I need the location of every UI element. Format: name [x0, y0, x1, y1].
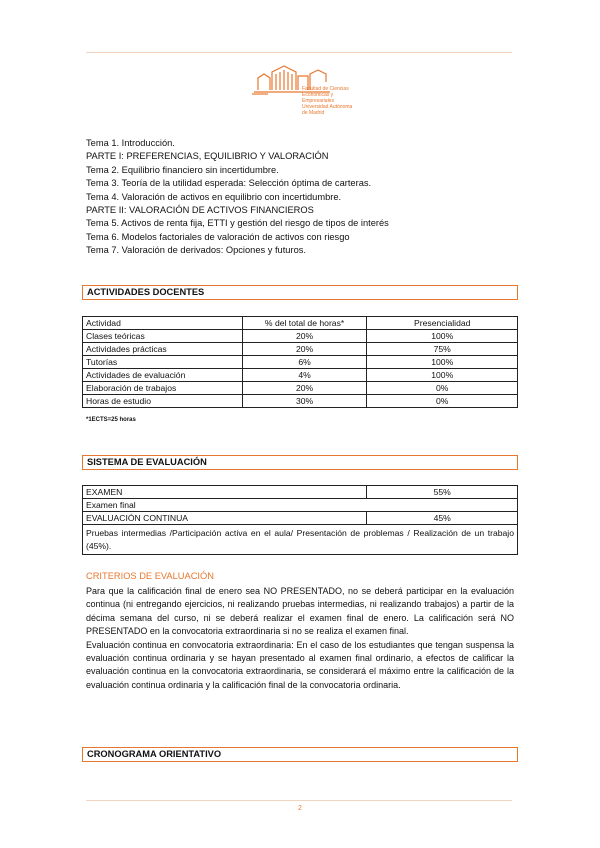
table-header-row	[83, 317, 518, 330]
footer-rule	[86, 800, 512, 801]
table-row	[83, 343, 518, 356]
table-cell: Elaboración de trabajos	[83, 382, 243, 395]
table-cell: Actividades prácticas	[83, 343, 243, 356]
ects-note: *1ECTS=25 horas	[86, 417, 136, 423]
table-cell: 0%	[367, 382, 518, 395]
table-row	[83, 525, 518, 555]
table-cell: Clases teóricas	[83, 330, 243, 343]
section-title-evaluation: SISTEMA DE EVALUACIÓN	[82, 455, 518, 470]
section-title-activities: ACTIVIDADES DOCENTES	[82, 285, 518, 300]
table-header-cell: % del total de horas*	[242, 317, 367, 330]
table-cell: EXAMEN	[83, 486, 367, 499]
table-cell: 55%	[367, 486, 518, 499]
table-cell: 20%	[242, 382, 367, 395]
criteria-paragraph: Evaluación continua en convocatoria extraordinaria: En el caso de los estudiantes que tengan suspensa la evaluación continua ordinaria y se hayan presentado al examen final ordinario, a efectos de calificar la evaluación continua en la convocatoria extraordinaria, se considerará el máximo entre la calificación de la evaluación continua ordinaria y la calificación final de la convocatoria ordinaria.	[86, 639, 514, 690]
section-title-schedule: CRONOGRAMA ORIENTATIVO	[82, 747, 518, 762]
criteria-title: CRITERIOS DE EVALUACIÓN	[86, 571, 214, 581]
table-row	[83, 486, 518, 499]
table-cell: Horas de estudio	[83, 395, 243, 408]
logo-caption-line: Facultad de Ciencias	[302, 86, 349, 92]
table-cell: 75%	[367, 343, 518, 356]
table-row	[83, 382, 518, 395]
topic-list	[86, 137, 516, 258]
table-cell: 45%	[367, 512, 518, 525]
logo-caption	[302, 86, 354, 116]
page-number: 2	[298, 805, 302, 812]
table-header-cell: Presencialidad	[367, 317, 518, 330]
table-row	[83, 499, 518, 512]
table-cell: Pruebas intermedias /Participación activa en el aula/ Presentación de problemas / Realización de un trabajo (45%).	[83, 525, 518, 555]
topic-item: Tema 2. Equilibrio financiero sin incertidumbre.	[86, 164, 279, 175]
table-cell: 30%	[242, 395, 367, 408]
table-cell: Tutorías	[83, 356, 243, 369]
logo-caption-line: Económicas y Empresariales	[302, 92, 334, 104]
table-header-cell: Actividad	[83, 317, 243, 330]
table-cell: 100%	[367, 330, 518, 343]
topic-item: Tema 7. Valoración de derivados: Opciones y futuros.	[86, 245, 306, 256]
table-cell: EVALUACIÓN CONTINUA	[83, 512, 367, 525]
criteria-text	[86, 585, 514, 692]
table-cell: 6%	[242, 356, 367, 369]
topic-item: Tema 6. Modelos factoriales de valoración de activos con riesgo	[86, 231, 350, 242]
table-cell: Examen final	[83, 499, 518, 512]
topic-item: Tema 5. Activos de renta fija, ETTI y gestión del riesgo de tipos de interés	[86, 218, 389, 229]
activities-table	[82, 316, 518, 408]
table-row	[83, 369, 518, 382]
table-cell: 20%	[242, 330, 367, 343]
table-cell: 4%	[242, 369, 367, 382]
topic-item: Tema 1. Introducción.	[86, 138, 175, 148]
table-cell: 100%	[367, 356, 518, 369]
criteria-paragraph: Para que la calificación final de enero sea NO PRESENTADO, no se deberá participar en la evaluación continua (ni entregando ejercicios, ni realizando pruebas intermedias, ni realizando trabajos) a partir de la décima semana del curso, ni se deberá realizar el examen final de enero. La calificación será NO PRESENTADO en la convocatoria extraordinaria si no se realiza el examen final.	[86, 586, 514, 637]
topic-item: PARTE II: VALORACIÓN DE ACTIVOS FINANCIEROS	[86, 205, 314, 216]
header-rule	[86, 52, 512, 53]
table-row	[83, 395, 518, 408]
table-row	[83, 356, 518, 369]
table-row	[83, 330, 518, 343]
topic-item: Tema 3. Teoría de la utilidad esperada: Selección óptima de carteras.	[86, 178, 372, 189]
topic-item: PARTE I: PREFERENCIAS, EQUILIBRIO Y VALORACIÓN	[86, 151, 329, 162]
logo-caption-line: Universidad Autónoma de Madrid	[302, 104, 353, 116]
evaluation-table	[82, 485, 518, 555]
table-cell: 0%	[367, 395, 518, 408]
topic-item: Tema 4. Valoración de activos en equilibrio con incertidumbre.	[86, 191, 342, 202]
table-cell: 100%	[367, 369, 518, 382]
table-cell: Actividades de evaluación	[83, 369, 243, 382]
table-cell: 20%	[242, 343, 367, 356]
table-row	[83, 512, 518, 525]
